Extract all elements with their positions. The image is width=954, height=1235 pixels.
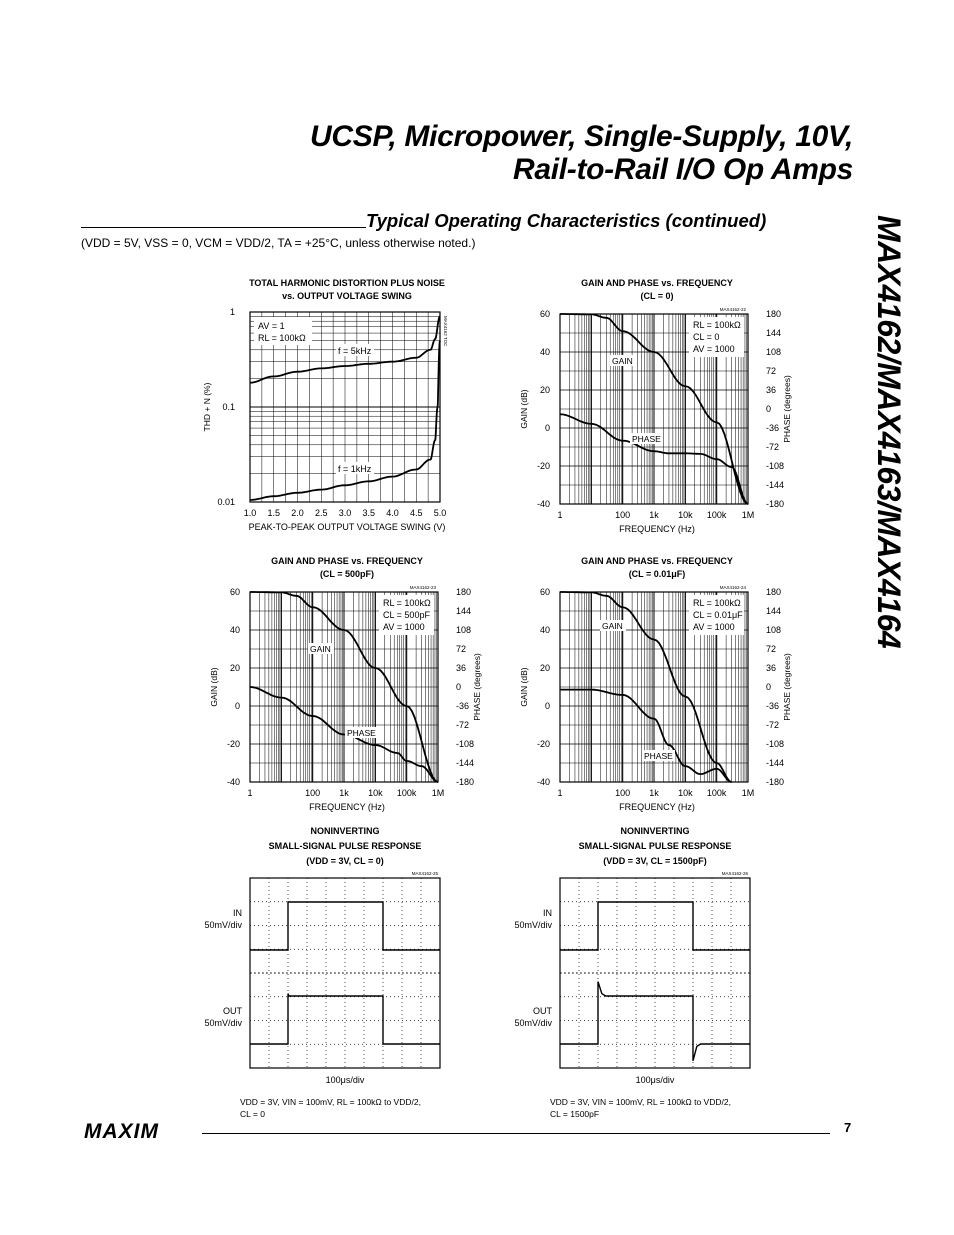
y2-tick-label: 0 xyxy=(766,682,772,692)
annotation-text: RL = 100kΩ xyxy=(693,320,741,330)
x-tick-label: 4.0 xyxy=(386,508,399,518)
y-axis-label: GAIN (dB) xyxy=(209,667,219,707)
x-tick-label: 1 xyxy=(557,788,563,798)
y-tick-label: 20 xyxy=(539,663,550,673)
title-line-2: Rail-to-Rail I/O Op Amps xyxy=(512,153,853,186)
x-tick-label: 10k xyxy=(678,510,693,520)
series-label: f = 1kHz xyxy=(338,464,372,474)
x-tick-label: 1.5 xyxy=(267,508,281,518)
chart-code: MAX4162-24 xyxy=(719,585,746,590)
y2-axis-label: PHASE (degrees) xyxy=(782,375,792,443)
phase-curve xyxy=(560,690,732,782)
y2-tick-label: 180 xyxy=(456,587,472,597)
chart-title-line: (CL = 500pF) xyxy=(319,569,375,579)
trace xyxy=(560,982,750,1061)
pulse-response-cl0-chart xyxy=(195,822,465,1122)
y2-tick-label: -36 xyxy=(766,423,780,433)
y-tick-label: 20 xyxy=(229,663,240,673)
y-tick-label: -40 xyxy=(536,777,550,787)
annotation-text: RL = 100kΩ xyxy=(258,333,306,343)
y2-tick-label: -108 xyxy=(456,739,475,749)
channel-label: OUT xyxy=(223,1006,242,1016)
gain-label: GAIN xyxy=(310,644,331,654)
x-tick-label: 1k xyxy=(649,788,659,798)
chart-title-line: NONINVERTING xyxy=(310,826,380,836)
x-tick-label: 100k xyxy=(706,788,727,798)
x-tick-label: 1M xyxy=(741,788,755,798)
x-tick-label: 100 xyxy=(305,788,321,798)
x-axis-label: PEAK-TO-PEAK OUTPUT VOLTAGE SWING (V) xyxy=(248,522,446,532)
channel-scale: 50mV/div xyxy=(204,1018,242,1028)
channel-scale: 50mV/div xyxy=(514,920,552,930)
chart-title-line: NONINVERTING xyxy=(620,826,690,836)
time-scale-label: 100μs/div xyxy=(635,1075,675,1085)
x-tick-label: 5.0 xyxy=(433,508,447,518)
y2-tick-label: 36 xyxy=(766,663,777,673)
x-axis-label: FREQUENCY (Hz) xyxy=(309,802,385,812)
y2-tick-label: 108 xyxy=(766,625,782,635)
y2-tick-label: -72 xyxy=(766,442,780,452)
channel-label: OUT xyxy=(533,1006,552,1016)
x-tick-label: 1.0 xyxy=(243,508,257,518)
side-title xyxy=(872,215,912,695)
annotation-text: AV = 1000 xyxy=(693,344,735,354)
annotation-text: CL = 0.01μF xyxy=(693,610,743,620)
x-tick-label: 1k xyxy=(649,510,659,520)
y-tick-label: 60 xyxy=(539,587,550,597)
y2-tick-label: -144 xyxy=(766,758,785,768)
x-tick-label: 4.5 xyxy=(409,508,423,518)
channel-label: IN xyxy=(543,908,552,918)
y-tick-label: 1 xyxy=(229,307,235,317)
y-tick-label: 60 xyxy=(229,587,240,597)
x-tick-label: 1M xyxy=(741,510,755,520)
gain-phase-cl10n-chart xyxy=(505,550,805,820)
x-tick-label: 100k xyxy=(396,788,417,798)
y2-tick-label: 0 xyxy=(766,404,772,414)
y2-tick-label: 108 xyxy=(456,625,472,635)
chart-title-line: (CL = 0) xyxy=(640,291,674,301)
y2-tick-label: -36 xyxy=(456,701,470,711)
y-tick-label: 0.01 xyxy=(217,497,235,507)
y-tick-label: 0 xyxy=(234,701,240,711)
y2-tick-label: 36 xyxy=(766,385,777,395)
channel-scale: 50mV/div xyxy=(204,920,242,930)
phase-label: PHASE xyxy=(347,728,376,738)
phase-label: PHASE xyxy=(644,751,673,761)
y2-axis-label: PHASE (degrees) xyxy=(782,653,792,721)
y2-tick-label: -36 xyxy=(766,701,780,711)
annotation-text: RL = 100kΩ xyxy=(693,598,741,608)
y-tick-label: 40 xyxy=(539,347,550,357)
chart-title-line: GAIN AND PHASE vs. FREQUENCY xyxy=(271,556,423,566)
y-tick-label: 40 xyxy=(229,625,240,635)
y2-tick-label: 180 xyxy=(766,309,782,319)
y-tick-label: -40 xyxy=(226,777,240,787)
channel-scale: 50mV/div xyxy=(514,1018,552,1028)
chart-title-line: GAIN AND PHASE vs. FREQUENCY xyxy=(581,556,733,566)
y2-tick-label: 144 xyxy=(456,606,472,616)
time-scale-label: 100μs/div xyxy=(325,1075,365,1085)
caption-line: VDD = 3V, VIN = 100mV, RL = 100kΩ to VDD/2, xyxy=(240,1097,421,1107)
y2-tick-label: 180 xyxy=(766,587,782,597)
caption-line: VDD = 3V, VIN = 100mV, RL = 100kΩ to VDD/2, xyxy=(550,1097,731,1107)
y-axis-label: GAIN (dB) xyxy=(519,389,529,429)
x-tick-label: 100 xyxy=(615,510,631,520)
x-tick-label: 1 xyxy=(247,788,253,798)
chart-title-line: (VDD = 3V, CL = 1500pF) xyxy=(603,856,707,866)
y-tick-label: 0 xyxy=(544,701,550,711)
title-line-1: UCSP, Micropower, Single-Supply, 10V, xyxy=(310,120,853,153)
annotation-text: AV = 1000 xyxy=(383,622,425,632)
y-tick-label: 0 xyxy=(544,423,550,433)
footer-rule xyxy=(202,1133,830,1134)
y2-tick-label: -72 xyxy=(766,720,780,730)
chart-code: MAX4162-26 xyxy=(721,871,748,876)
x-tick-label: 3.5 xyxy=(362,508,376,518)
gain-phase-cl500p-chart xyxy=(195,550,495,820)
y2-tick-label: 144 xyxy=(766,606,782,616)
y2-tick-label: 72 xyxy=(766,644,777,654)
chart-code: MAX4162 TOC xyxy=(443,316,448,347)
x-axis-label: FREQUENCY (Hz) xyxy=(619,802,695,812)
page-title xyxy=(310,120,853,186)
y-tick-label: -20 xyxy=(226,739,240,749)
x-tick-label: 2.5 xyxy=(314,508,328,518)
x-tick-label: 100 xyxy=(615,788,631,798)
x-tick-label: 3.0 xyxy=(338,508,352,518)
y-axis-label: GAIN (dB) xyxy=(519,667,529,707)
chart-code: MAX4162-25 xyxy=(411,871,438,876)
y2-axis-label: PHASE (degrees) xyxy=(472,653,482,721)
y2-tick-label: -144 xyxy=(456,758,475,768)
y2-tick-label: -144 xyxy=(766,480,785,490)
chart-title-line: (VDD = 3V, CL = 0) xyxy=(306,856,384,866)
x-tick-label: 2.0 xyxy=(291,508,304,518)
y-tick-label: 60 xyxy=(539,309,550,319)
y-tick-label: -20 xyxy=(536,461,550,471)
y-tick-label: 20 xyxy=(539,385,550,395)
y2-tick-label: 72 xyxy=(456,644,467,654)
y2-tick-label: 72 xyxy=(766,366,777,376)
y-tick-label: 40 xyxy=(539,625,550,635)
chart-title-line: (CL = 0.01μF) xyxy=(628,569,686,579)
chart-code: MAX4162-23 xyxy=(409,585,436,590)
thd-chart xyxy=(195,272,465,542)
phase-label: PHASE xyxy=(632,434,661,444)
x-tick-label: 100k xyxy=(706,510,727,520)
section-rule xyxy=(81,227,366,228)
y2-tick-label: 108 xyxy=(766,347,782,357)
annotation-text: CL = 500pF xyxy=(383,610,430,620)
y2-tick-label: -180 xyxy=(766,777,785,787)
y-axis-label: THD + N (%) xyxy=(202,382,212,432)
x-tick-label: 1k xyxy=(339,788,349,798)
y2-tick-label: -72 xyxy=(456,720,470,730)
gain-label: GAIN xyxy=(612,356,633,366)
y2-tick-label: -180 xyxy=(766,499,785,509)
y2-tick-label: 144 xyxy=(766,328,782,338)
gain-phase-cl0-chart xyxy=(505,272,805,542)
x-tick-label: 10k xyxy=(678,788,693,798)
x-tick-label: 1M xyxy=(431,788,445,798)
x-tick-label: 1 xyxy=(557,510,563,520)
y-tick-label: -20 xyxy=(536,739,550,749)
annotation-text: AV = 1 xyxy=(258,321,285,331)
test-conditions: (VDD = 5V, VSS = 0, VCM = VDD/2, TA = +25°C, unless otherwise noted.) xyxy=(81,236,476,250)
annotation-text: RL = 100kΩ xyxy=(383,598,431,608)
pulse-response-cl1500p-chart xyxy=(505,822,775,1122)
annotation-text: AV = 1000 xyxy=(693,622,735,632)
series-label: f = 5kHz xyxy=(338,346,372,356)
channel-label: IN xyxy=(233,908,242,918)
chart-title-line: vs. OUTPUT VOLTAGE SWING xyxy=(282,291,412,301)
page-number: 7 xyxy=(844,1120,852,1135)
y-tick-label: 0.1 xyxy=(222,402,235,412)
chart-title-line: GAIN AND PHASE vs. FREQUENCY xyxy=(581,278,733,288)
chart-title-line: SMALL-SIGNAL PULSE RESPONSE xyxy=(578,841,732,851)
logo-text: MAXIM xyxy=(84,1120,159,1141)
x-axis-label: FREQUENCY (Hz) xyxy=(619,524,695,534)
y2-tick-label: 0 xyxy=(456,682,462,692)
side-title-text: MAX4162/MAX4163/MAX4164 xyxy=(871,215,907,649)
maxim-logo xyxy=(84,1119,194,1141)
x-tick-label: 10k xyxy=(368,788,383,798)
chart-title-line: SMALL-SIGNAL PULSE RESPONSE xyxy=(268,841,422,851)
section-heading: Typical Operating Characteristics (continued) xyxy=(366,210,767,231)
y2-tick-label: -180 xyxy=(456,777,475,787)
annotation-text: CL = 0 xyxy=(693,332,720,342)
caption-line: CL = 0 xyxy=(240,1109,265,1119)
y-tick-label: -40 xyxy=(536,499,550,509)
chart-code: MAX4162-22 xyxy=(719,307,746,312)
chart-title-line: TOTAL HARMONIC DISTORTION PLUS NOISE xyxy=(249,278,445,288)
caption-line: CL = 1500pF xyxy=(550,1109,600,1119)
y2-tick-label: -108 xyxy=(766,739,785,749)
gain-label: GAIN xyxy=(602,621,623,631)
y2-tick-label: -108 xyxy=(766,461,785,471)
y2-tick-label: 36 xyxy=(456,663,467,673)
